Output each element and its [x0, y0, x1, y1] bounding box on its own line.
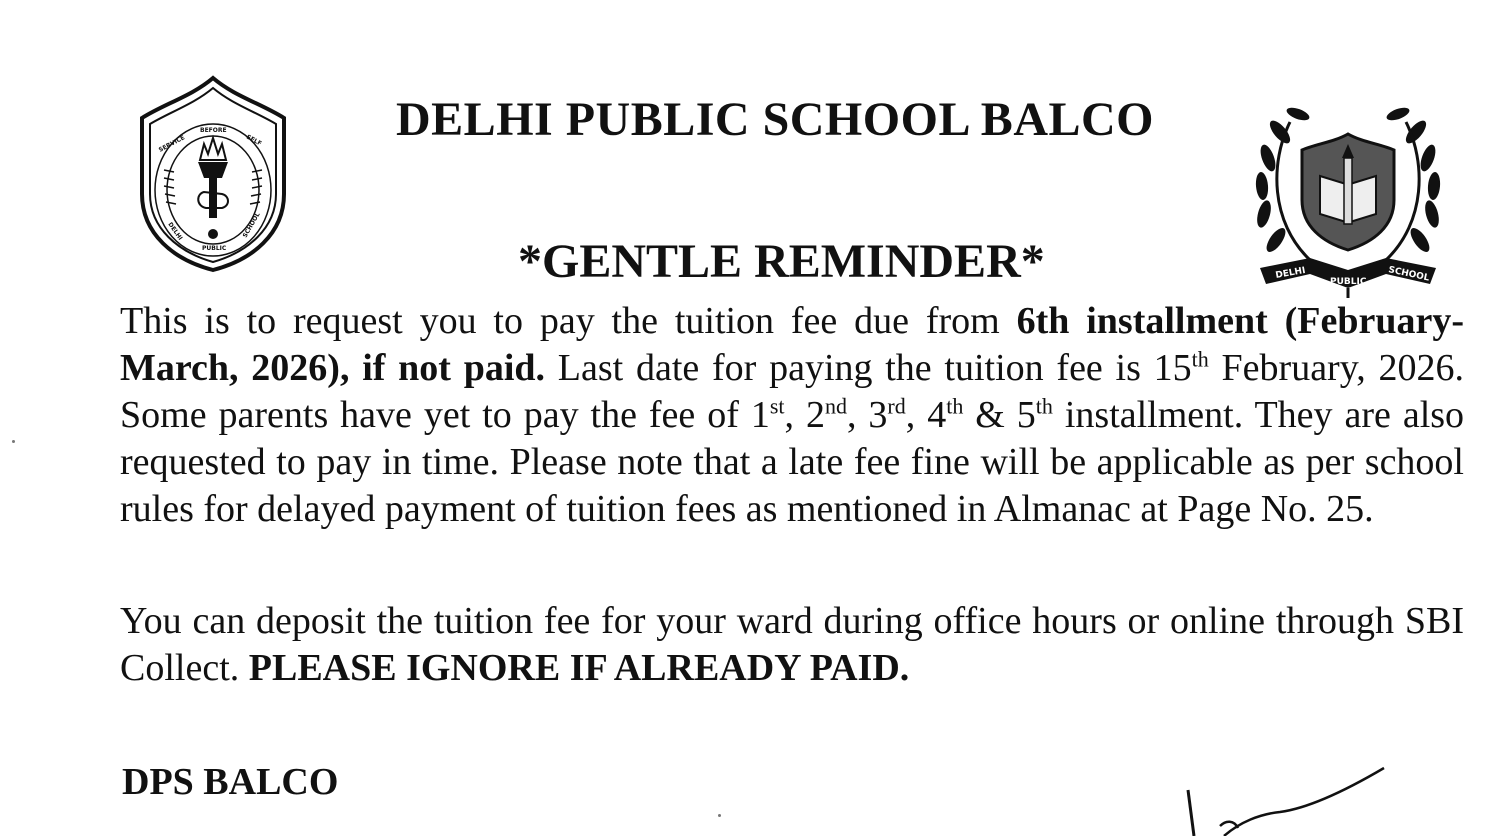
svg-text:SCHOOL: SCHOOL — [241, 211, 262, 239]
signature-mark — [1180, 762, 1400, 836]
svg-text:DELHI: DELHI — [1274, 265, 1307, 281]
reminder-title: *GENTLE REMINDER* — [518, 235, 1045, 288]
ignore-if-paid-note: PLEASE IGNORE IF ALREADY PAID. — [248, 647, 910, 689]
svg-text:DELHI: DELHI — [166, 221, 184, 242]
scan-speck — [718, 814, 721, 817]
scan-speck — [12, 440, 15, 443]
dps-shield-emblem-icon — [134, 74, 292, 274]
svg-text:SERVICE: SERVICE — [157, 134, 187, 154]
fee-due-paragraph: This is to request you to pay the tuition fee due from 6th installment (February-March, 2026), if not paid. Last date for paying the tuition fee is 15th February, 2026. Some parents have yet to pay the fee of 1st, 2nd, 3rd, 4th & 5th installment. They are also requested to pay in time. Please note that a late fee fine will be applicable as per school rules for delayed payment of tuition fees as mentioned in Almanac at Page No. 25. — [120, 300, 1465, 530]
svg-text:SCHOOL: SCHOOL — [1387, 265, 1431, 284]
svg-text:SELF: SELF — [245, 133, 263, 148]
dps-laurel-emblem-icon — [1250, 92, 1446, 302]
svg-text:PUBLIC: PUBLIC — [202, 245, 227, 252]
school-name: DELHI PUBLIC SCHOOL BALCO — [396, 93, 1154, 146]
payment-method-paragraph: You can deposit the tuition fee for your ward during office hours or online through SBI Collect. PLEASE IGNORE IF ALREADY PAID. — [120, 600, 1464, 689]
svg-text:PUBLIC: PUBLIC — [1330, 277, 1367, 287]
installment-highlight: 6th installment (February-March, 2026), if not paid. — [120, 300, 1465, 389]
logo-left-motto-before: BEFORE — [200, 127, 227, 134]
signoff-dps-balco: DPS BALCO — [122, 761, 339, 803]
